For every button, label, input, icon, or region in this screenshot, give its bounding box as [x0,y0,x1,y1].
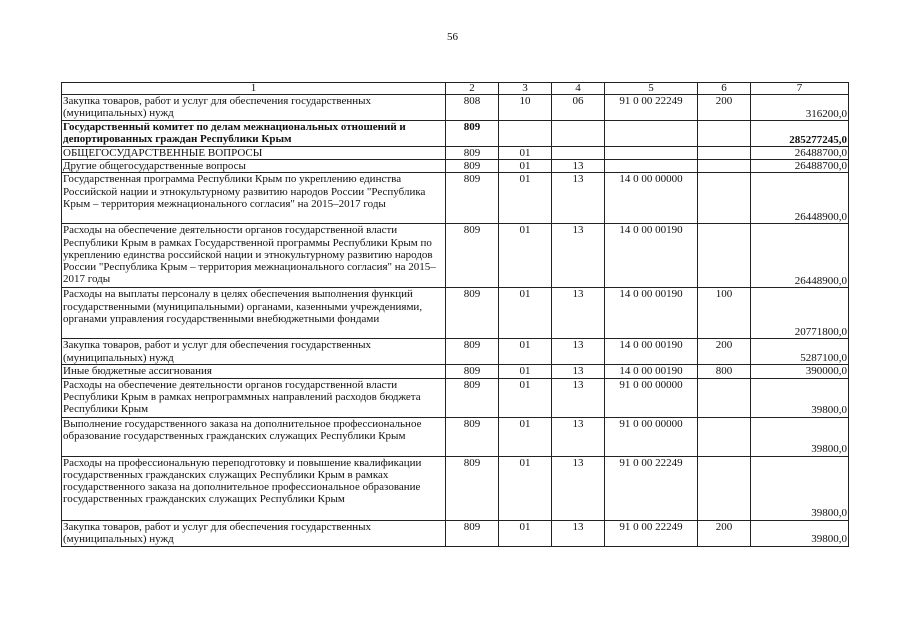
table-row [62,288,849,339]
column-header: 1 [62,83,446,95]
row-subsection-code: 13 [552,339,605,365]
table-row [62,520,849,546]
row-section-code: 01 [499,160,552,173]
row-target-code: 91 0 00 22249 [605,95,698,121]
row-target-code: 14 0 00 00190 [605,365,698,378]
row-section-code: 01 [499,173,552,224]
row-admin-code: 809 [446,339,499,365]
row-subsection-code: 13 [552,160,605,173]
row-name: ОБЩЕГОСУДАРСТВЕННЫЕ ВОПРОСЫ [62,147,446,160]
row-name: Расходы на выплаты персоналу в целях обеспечения выполнения функций государственными (муниципальными) органами, казенными учреждениями, органами управления государственными внебюджетными фондами [62,288,446,339]
table-row [62,95,849,121]
column-header: 3 [499,83,552,95]
row-target-code: 91 0 00 00000 [605,378,698,417]
row-section-code: 01 [499,378,552,417]
row-section-code: 01 [499,288,552,339]
row-admin-code: 809 [446,160,499,173]
row-amount: 39800,0 [751,456,849,520]
row-amount: 39800,0 [751,520,849,546]
row-expense-type-code: 200 [698,339,751,365]
row-amount: 390000,0 [751,365,849,378]
row-amount: 20771800,0 [751,288,849,339]
row-admin-code: 809 [446,147,499,160]
column-header: 6 [698,83,751,95]
column-header: 4 [552,83,605,95]
table-row [62,456,849,520]
row-section-code: 01 [499,365,552,378]
table-row [62,224,849,288]
table-row [62,121,849,147]
row-target-code [605,160,698,173]
row-section-code: 01 [499,224,552,288]
row-name: Выполнение государственного заказа на дополнительное профессиональное образование государственных гражданских служащих Республики Крым [62,417,446,456]
table-row [62,173,849,224]
table-row [62,365,849,378]
row-admin-code: 809 [446,288,499,339]
row-name: Расходы на обеспечение деятельности органов государственной власти Республики Крым в рамках непрограммных направлений расходов бюджета Республики Крым [62,378,446,417]
row-expense-type-code: 200 [698,95,751,121]
row-expense-type-code: 800 [698,365,751,378]
row-subsection-code: 13 [552,224,605,288]
row-expense-type-code [698,121,751,147]
row-name: Закупка товаров, работ и услуг для обеспечения государственных (муниципальных) нужд [62,95,446,121]
row-name: Расходы на профессиональную переподготовку и повышение квалификации государственных гражданских служащих Республики Крым в рамках государственного заказа на дополнительное профессиональное образование государственных гражданских служащих Республики Крым [62,456,446,520]
row-subsection-code: 13 [552,520,605,546]
table-row [62,417,849,456]
row-name: Закупка товаров, работ и услуг для обеспечения государственных (муниципальных) нужд [62,520,446,546]
column-header: 2 [446,83,499,95]
row-target-code: 14 0 00 00190 [605,288,698,339]
row-target-code: 14 0 00 00190 [605,224,698,288]
row-target-code: 14 0 00 00190 [605,339,698,365]
row-name: Расходы на обеспечение деятельности органов государственной власти Республики Крым в рамках Государственной программы Республики Крым по укреплению единства российской нации и этнокультурному развитию народов России "Республика Крым – территория межнационального согласия" на 2015–2017 годы [62,224,446,288]
row-name: Государственная программа Республики Крым по укреплению единства Российской нации и этнокультурному развитию народов России "Республика Крым – территория межнационального согласия" на 2015–2017 годы [62,173,446,224]
row-section-code: 01 [499,417,552,456]
row-subsection-code [552,147,605,160]
row-admin-code: 808 [446,95,499,121]
row-section-code: 01 [499,339,552,365]
row-admin-code: 809 [446,121,499,147]
row-target-code [605,121,698,147]
row-name: Другие общегосударственные вопросы [62,160,446,173]
row-admin-code: 809 [446,224,499,288]
row-section-code [499,121,552,147]
row-expense-type-code: 100 [698,288,751,339]
row-subsection-code: 13 [552,417,605,456]
row-amount: 39800,0 [751,417,849,456]
table-header-row [62,83,849,95]
row-subsection-code: 13 [552,365,605,378]
row-expense-type-code [698,147,751,160]
row-target-code [605,147,698,160]
table-row [62,378,849,417]
table-row [62,147,849,160]
row-admin-code: 809 [446,365,499,378]
row-amount: 26488700,0 [751,160,849,173]
row-expense-type-code [698,173,751,224]
row-expense-type-code [698,160,751,173]
row-subsection-code: 06 [552,95,605,121]
row-subsection-code: 13 [552,378,605,417]
row-expense-type-code: 200 [698,520,751,546]
row-name: Иные бюджетные ассигнования [62,365,446,378]
row-name: Закупка товаров, работ и услуг для обеспечения государственных (муниципальных) нужд [62,339,446,365]
table-row [62,339,849,365]
row-admin-code: 809 [446,520,499,546]
row-target-code: 91 0 00 22249 [605,520,698,546]
row-amount: 26448900,0 [751,173,849,224]
row-section-code: 01 [499,456,552,520]
row-expense-type-code [698,456,751,520]
row-section-code: 01 [499,520,552,546]
row-admin-code: 809 [446,378,499,417]
budget-table [61,82,849,547]
row-expense-type-code [698,378,751,417]
page-number: 56 [447,31,458,43]
row-subsection-code: 13 [552,173,605,224]
row-amount: 26488700,0 [751,147,849,160]
row-name: Государственный комитет по делам межнациональных отношений и депортированных граждан Республики Крым [62,121,446,147]
row-target-code: 91 0 00 22249 [605,456,698,520]
row-subsection-code: 13 [552,456,605,520]
row-amount: 316200,0 [751,95,849,121]
row-expense-type-code [698,224,751,288]
row-admin-code: 809 [446,456,499,520]
row-amount: 5287100,0 [751,339,849,365]
row-section-code: 10 [499,95,552,121]
row-section-code: 01 [499,147,552,160]
column-header: 5 [605,83,698,95]
row-amount: 26448900,0 [751,224,849,288]
row-admin-code: 809 [446,173,499,224]
row-subsection-code: 13 [552,288,605,339]
table-row [62,160,849,173]
row-admin-code: 809 [446,417,499,456]
row-expense-type-code [698,417,751,456]
row-subsection-code [552,121,605,147]
column-header: 7 [751,83,849,95]
row-amount: 39800,0 [751,378,849,417]
row-target-code: 14 0 00 00000 [605,173,698,224]
row-target-code: 91 0 00 00000 [605,417,698,456]
row-amount: 285277245,0 [751,121,849,147]
